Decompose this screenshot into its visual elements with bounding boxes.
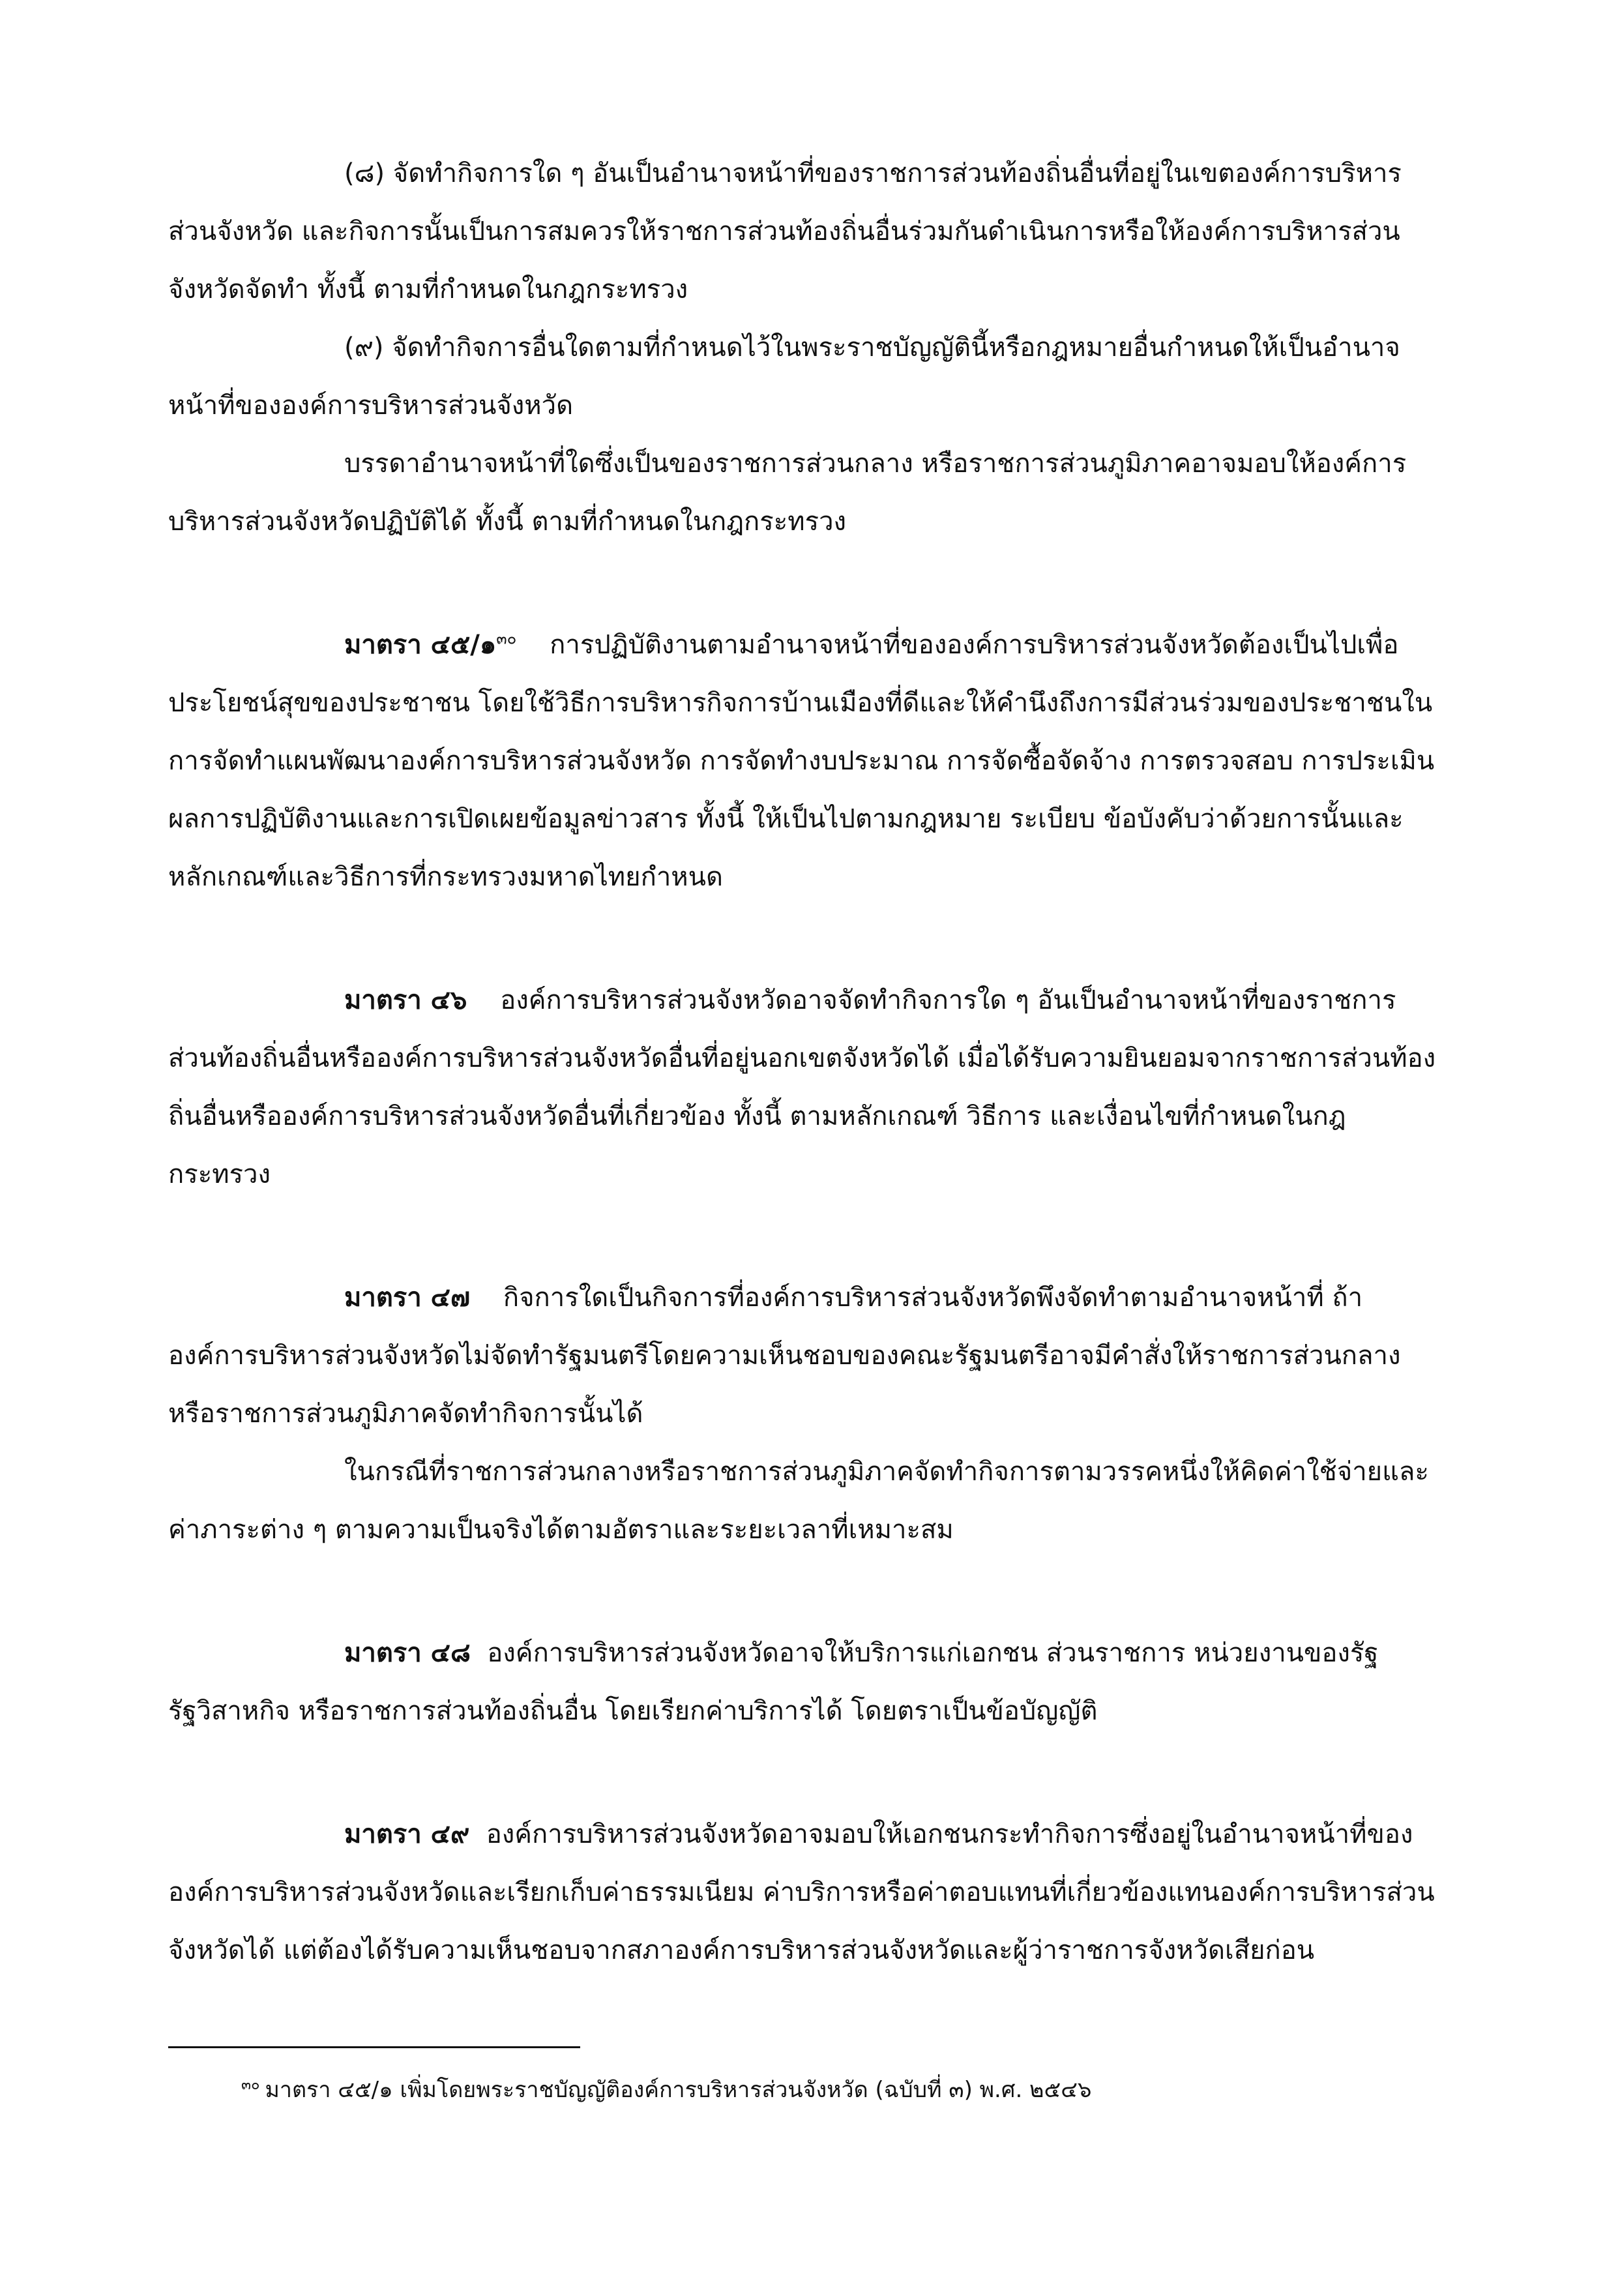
section-text: การปฏิบัติงานตามอำนาจหน้าที่ขององค์การบริหารส่วนจังหวัดต้องเป็นไปเพื่อประโยชน์สุขของประชาชน โดยใช้วิธีการบริหารกิจการบ้านเมืองที่ดีและให้คำนึงถึงการมีส่วนร่วมของประชาชนในการจัดทำแผนพัฒนาองค์การบริหารส่วนจังหวัด การจัดทำงบประมาณ การจัดซื้อจัดจ้าง การตรวจสอบ การประเมินผลการปฏิบัติงานและการเปิดเผยข้อมูลข่าวสาร ทั้งนี้ ให้เป็นไปตามกฎหมาย ระเบียบ ข้อบังคับว่าด้วยการนั้นและหลักเกณฑ์และวิธีการที่กระทรวงมหาดไทยกำหนด (168, 630, 1435, 892)
section-spacer (168, 906, 1437, 972)
section-text: องค์การบริหารส่วนจังหวัดอาจให้บริการแก่เอกชน ส่วนราชการ หน่วยงานของรัฐ รัฐวิสาหกิจ หรือราชการส่วนท้องถิ่นอื่น โดยเรียกค่าบริการได้ โดยตราเป็นข้อบัญญัติ (168, 1638, 1379, 1726)
section-45-1 (168, 616, 1437, 906)
paragraph-item-9: (๙) จัดทำกิจการอื่นใดตามที่กำหนดไว้ในพระราชบัญญัตินี้หรือกฎหมายอื่นกำหนดให้เป็นอำนาจหน้าที่ขององค์การบริหารส่วนจังหวัด (168, 333, 1400, 421)
paragraph-delegation: บรรดาอำนาจหน้าที่ใดซึ่งเป็นของราชการส่วนกลาง หรือราชการส่วนภูมิภาคอาจมอบให้องค์การบริหารส่วนจังหวัดปฏิบัติได้ ทั้งนี้ ตามที่กำหนดในกฎกระทรวง (168, 449, 1407, 537)
footnote-text: มาตรา ๔๕/๑ เพิ่มโดยพระราชบัญญัติองค์การบริหารส่วนจังหวัด (ฉบับที่ ๓) พ.ศ. ๒๕๔๖ (265, 2077, 1092, 2103)
section-47 (168, 1269, 1437, 1443)
paragraph-item-8: (๘) จัดทำกิจการใด ๆ อันเป็นอำนาจหน้าที่ของราชการส่วนท้องถิ่นอื่นที่อยู่ในเขตองค์การบริหารส่วนจังหวัด และกิจการนั้นเป็นการสมควรให้ราชการส่วนท้องถิ่นอื่นร่วมกันดำเนินการหรือให้องค์การบริหารส่วนจังหวัดจัดทำ ทั้งนี้ ตามที่กำหนดในกฎกระทรวง (168, 158, 1402, 305)
footnote (241, 2070, 1349, 2110)
section-48 (168, 1624, 1437, 1740)
footnote-mark: ๓๐ (241, 2076, 260, 2093)
section-spacer (168, 1740, 1437, 1806)
section-label: มาตรา ๔๖ (344, 985, 467, 1015)
section-label: มาตรา ๔๗ (344, 1283, 471, 1313)
section-label: มาตรา ๔๘ (344, 1638, 471, 1668)
section-spacer (168, 1204, 1437, 1269)
section-text: องค์การบริหารส่วนจังหวัดอาจมอบให้เอกชนกระทำกิจการซึ่งอยู่ในอำนาจหน้าที่ขององค์การบริหารส่วนจังหวัดและเรียกเก็บค่าธรรมเนียม ค่าบริการหรือค่าตอบแทนที่เกี่ยวข้องแทนองค์การบริหารส่วนจังหวัดได้ แต่ต้องได้รับความเห็นชอบจากสภาองค์การบริหารส่วนจังหวัดและผู้ว่าราชการจังหวัดเสียก่อน (168, 1819, 1435, 1965)
footnote-reference[interactable]: ๓๐ (496, 629, 517, 648)
section-spacer (168, 1559, 1437, 1624)
document-body (168, 145, 1437, 1980)
section-text: กิจการใดเป็นกิจการที่องค์การบริหารส่วนจังหวัดพึงจัดทำตามอำนาจหน้าที่ ถ้าองค์การบริหารส่วนจังหวัดไม่จัดทำรัฐมนตรีโดยความเห็นชอบของคณะรัฐมนตรีอาจมีคำสั่งให้ราชการส่วนกลางหรือราชการส่วนภูมิภาคจัดทำกิจการนั้นได้ (168, 1283, 1401, 1429)
footnote-divider (168, 2046, 580, 2048)
section-text: องค์การบริหารส่วนจังหวัดอาจจัดทำกิจการใด ๆ อันเป็นอำนาจหน้าที่ของราชการส่วนท้องถิ่นอื่นหรือองค์การบริหารส่วนจังหวัดอื่นที่อยู่นอกเขตจังหวัดได้ เมื่อได้รับความยินยอมจากราชการส่วนท้องถิ่นอื่นหรือองค์การบริหารส่วนจังหวัดอื่นที่เกี่ยวข้อง ทั้งนี้ ตามหลักเกณฑ์ วิธีการ และเงื่อนไขที่กำหนดในกฎกระทรวง (168, 985, 1436, 1189)
section-label: มาตรา ๔๕/๑ (344, 630, 497, 660)
section-spacer (168, 551, 1437, 616)
section-label: มาตรา ๔๙ (344, 1819, 470, 1849)
section-46 (168, 972, 1437, 1204)
section-49 (168, 1806, 1437, 1980)
section-47-paragraph-2: ในกรณีที่ราชการส่วนกลางหรือราชการส่วนภูมิภาคจัดทำกิจการตามวรรคหนึ่งให้คิดค่าใช้จ่ายและค่าภาระต่าง ๆ ตามความเป็นจริงได้ตามอัตราและระยะเวลาที่เหมาะสม (168, 1457, 1429, 1545)
